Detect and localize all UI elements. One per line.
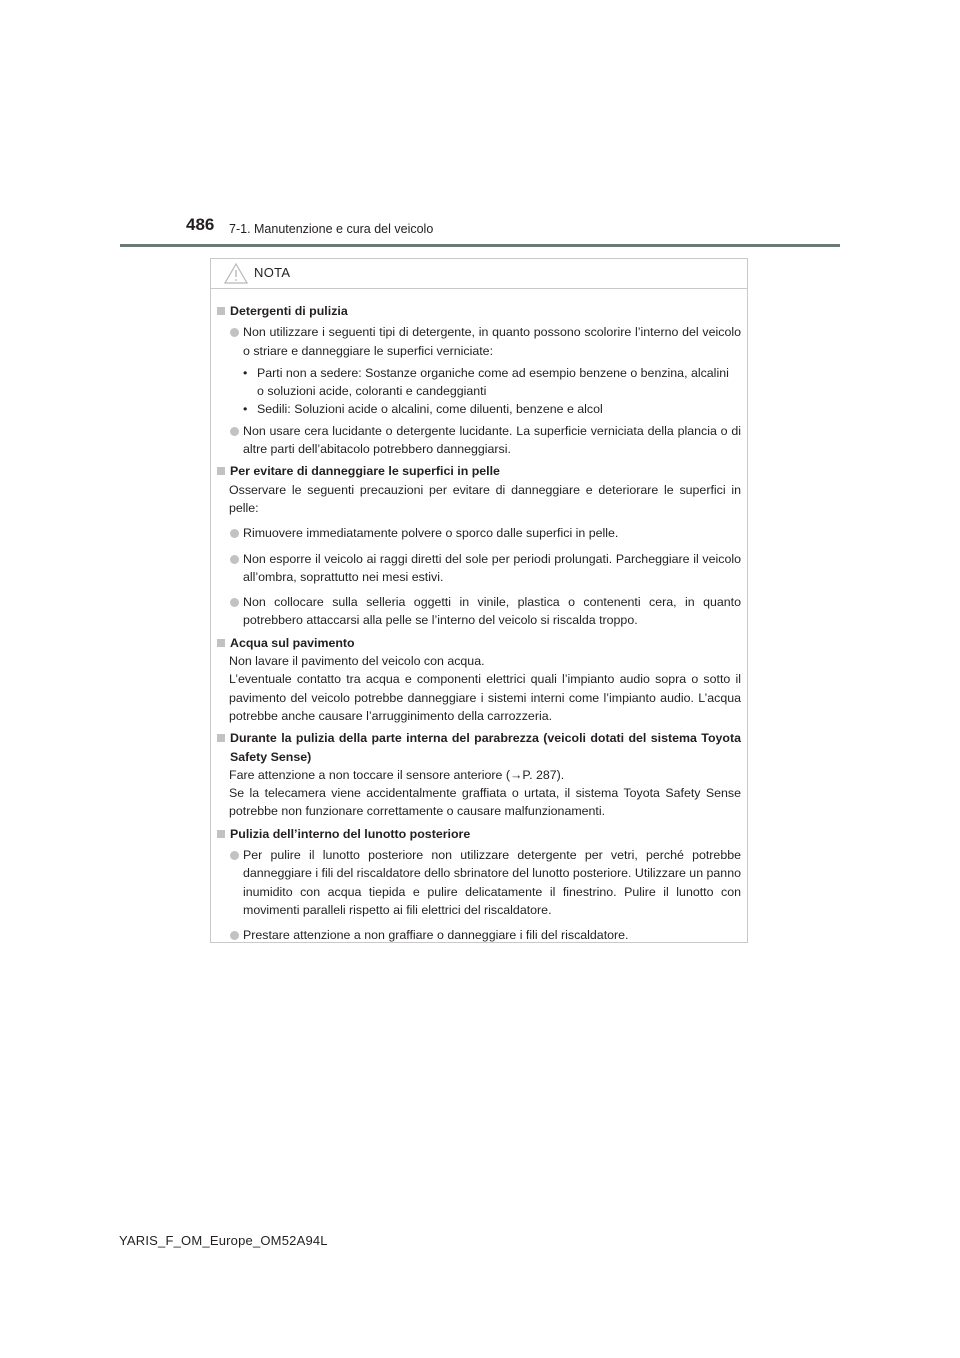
circle-bullet-icon xyxy=(230,529,239,538)
heading-text: Acqua sul pavimento xyxy=(230,635,355,650)
list-item xyxy=(217,323,741,360)
bullet-text: Non utilizzare i seguenti tipi di detergente, in quanto possono scolorire l’interno del veicolo o striare e danneggiare le superfici verniciate: xyxy=(243,325,741,358)
list-item xyxy=(217,524,741,542)
header-divider xyxy=(120,244,840,247)
warning-icon xyxy=(224,263,248,284)
square-bullet-icon xyxy=(217,639,225,647)
bullet-text: Non collocare sulla selleria oggetti in vinile, plastica o contenenti cera, in quanto potrebbero attaccarsi alla pelle se l’interno del veicolo si riscalda troppo. xyxy=(243,595,741,628)
list-item xyxy=(217,550,741,587)
bullet-text: Non esporre il veicolo ai raggi diretti del sole per periodi prolungati. Parcheggiare il veicolo all’ombra, soprattutto nei mesi estivi. xyxy=(243,551,741,584)
sub-item-text: Sedili: Soluzioni acide o alcalini, come diluenti, benzene e alcol xyxy=(257,402,603,417)
nota-header xyxy=(211,259,747,289)
list-item xyxy=(217,593,741,630)
circle-bullet-icon xyxy=(230,598,239,607)
paragraph: Osservare le seguenti precauzioni per evitare di danneggiare e deteriorare le superfici in pelle: xyxy=(229,482,741,515)
list-item xyxy=(217,422,741,459)
sub-bullet-marker: • xyxy=(243,365,248,380)
square-bullet-icon xyxy=(217,830,225,838)
list-item xyxy=(217,926,741,944)
paragraph: Se la telecamera viene accidentalmente graffiata o urtata, il sistema Toyota Safety Sense potrebbe non funzionare correttamente o causare malfunzionamenti. xyxy=(229,786,741,819)
circle-bullet-icon xyxy=(230,555,239,564)
circle-bullet-icon xyxy=(230,427,239,436)
bullet-text: Per pulire il lunotto posteriore non utilizzare detergente per vetri, perché potrebbe danneggiare i fili del riscaldatore dello sbrinatore del lunotto posteriore. Utilizzare un panno inumidito con acqua tiepida e pulire delicatamente il finestrino. Pulire il lunotto con movimenti paralleli rispetto ai fili elettrici del riscaldatore. xyxy=(243,848,741,917)
circle-bullet-icon xyxy=(230,851,239,860)
bullet-text: Prestare attenzione a non graffiare o danneggiare i fili del riscaldatore. xyxy=(243,928,629,943)
nota-title: NOTA xyxy=(254,265,291,280)
paragraph: L’eventuale contatto tra acqua e componenti elettrici quali l’impianto audio sopra o sotto il pavimento del veicolo potrebbe danneggiare i sistemi interni come l’impianto audio. L’acqua potrebbe anche causare l’arrugginimento della carrozzeria. xyxy=(229,672,741,723)
nota-content xyxy=(211,289,747,945)
page-number: 486 xyxy=(186,215,215,234)
sub-item-text: Parti non a sedere: Sostanze organiche come ad esempio benzene o benzina, alcalini o soluzioni acide, coloranti e candeggianti xyxy=(257,365,729,399)
paragraph: Non lavare il pavimento del veicolo con acqua. xyxy=(229,654,485,669)
section-heading xyxy=(217,302,741,320)
section-heading xyxy=(217,729,741,766)
paragraph: Fare attenzione a non toccare il sensore anteriore (→P. 287). xyxy=(229,767,565,782)
bullet-text: Non usare cera lucidante o detergente lucidante. La superficie verniciata della plancia o di altre parti dell’abitacolo potrebbero danneggiarsi. xyxy=(243,423,741,457)
list-item xyxy=(217,846,741,919)
section-heading xyxy=(217,634,741,652)
heading-text: Pulizia dell’interno del lunotto posteriore xyxy=(230,826,471,841)
heading-text: Durante la pulizia della parte interna del parabrezza (veicoli dotati del sistema Toyota Safety Sense) xyxy=(230,731,741,764)
document-footer-code: YARIS_F_OM_Europe_OM52A94L xyxy=(119,1233,328,1248)
section-title: 7-1. Manutenzione e cura del veicolo xyxy=(229,222,434,236)
sub-list-item xyxy=(217,364,741,401)
square-bullet-icon xyxy=(217,734,225,742)
square-bullet-icon xyxy=(217,307,225,315)
section-heading xyxy=(217,462,741,480)
bullet-text: Rimuovere immediatamente polvere o sporco dalle superfici in pelle. xyxy=(243,526,619,541)
square-bullet-icon xyxy=(217,467,225,475)
heading-text: Per evitare di danneggiare le superfici in pelle xyxy=(230,464,500,479)
section-heading xyxy=(217,825,741,843)
sub-list-item xyxy=(217,400,741,418)
heading-text: Detergenti di pulizia xyxy=(230,304,348,318)
sub-bullet-marker: • xyxy=(243,402,248,417)
circle-bullet-icon xyxy=(230,931,239,940)
circle-bullet-icon xyxy=(230,328,239,337)
nota-box xyxy=(210,258,748,943)
